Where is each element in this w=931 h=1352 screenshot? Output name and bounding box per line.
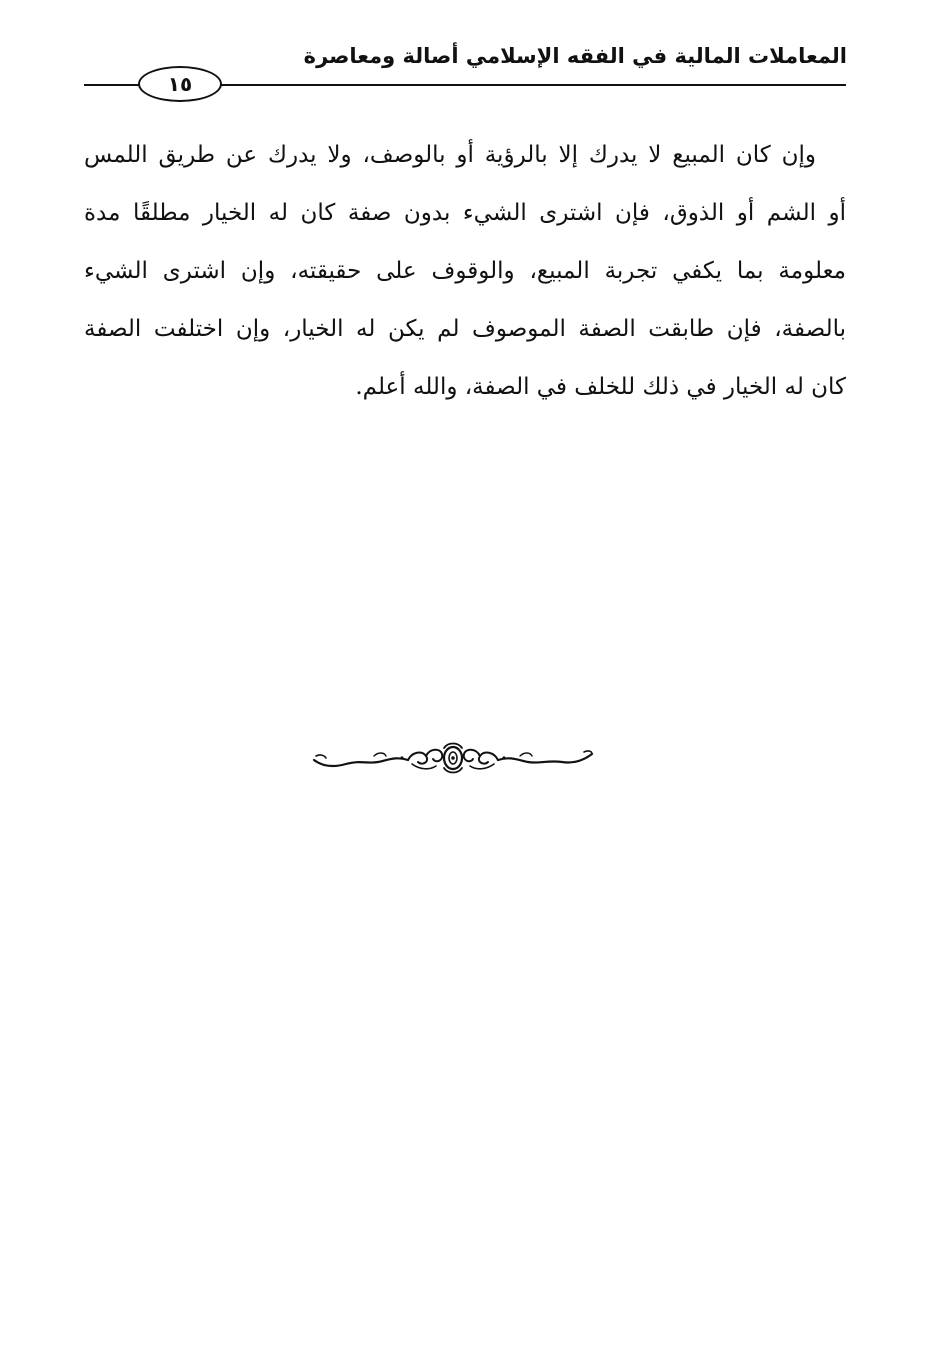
decorative-divider-icon [312, 738, 594, 778]
body-line: وإن كان المبيع لا يدرك إلا بالرؤية أو بالوصف، ولا يدرك عن طريق اللمس [84, 142, 816, 168]
body-line: بالصفة، فإن طابقت الصفة الموصوف لم يكن له الخيار، وإن اختلفت الصفة [84, 316, 846, 342]
body-paragraph [84, 126, 846, 416]
page-number-badge [138, 66, 222, 102]
body-line: أو الشم أو الذوق، فإن اشترى الشيء بدون صفة كان له الخيار مطلقًا مدة [84, 200, 846, 226]
page-number: ١٥ [167, 72, 193, 96]
running-header-title: المعاملات المالية في الفقه الإسلامي أصالة ومعاصرة [303, 44, 847, 68]
body-line: معلومة بما يكفي تجربة المبيع، والوقوف على حقيقته، وإن اشترى الشيء [84, 258, 846, 284]
body-line: كان له الخيار في ذلك للخلف في الصفة، والله أعلم. [355, 374, 846, 400]
